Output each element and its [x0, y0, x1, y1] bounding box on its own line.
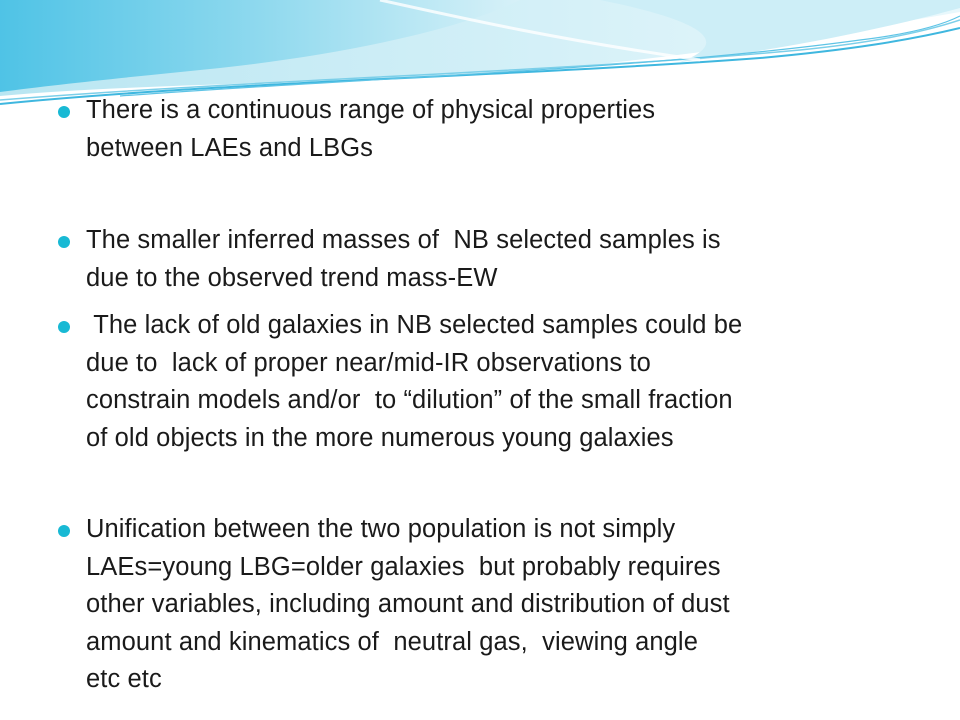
bullet-text: The smaller inferred masses of NB selected samples is due to the observed trend mass-EW: [86, 226, 721, 292]
bullet-text: There is a continuous range of physical properties between LAEs and LBGs: [86, 96, 656, 162]
bullet-item: [58, 222, 918, 297]
bullet-item: [58, 307, 918, 457]
bullet-text: Unification between the two population is not simply LAEs=young LBG=older galaxies but probably requires other variables, including amount and distribution of dust amount and kinematics of neutral gas, viewing angle etc etc: [86, 515, 730, 693]
bullet-item: [58, 92, 918, 167]
round-bullet-dot-icon: [58, 321, 70, 333]
bullet-item: [58, 511, 918, 699]
round-bullet-dot-icon: [58, 236, 70, 248]
round-bullet-dot-icon: [58, 525, 70, 537]
bullet-text: The lack of old galaxies in NB selected samples could be due to lack of proper near/mid-IR observations to constrain models and/or to “dilution” of the small fraction of old objects in the more numerous young galaxies: [86, 311, 743, 452]
round-bullet-dot-icon: [58, 106, 70, 118]
